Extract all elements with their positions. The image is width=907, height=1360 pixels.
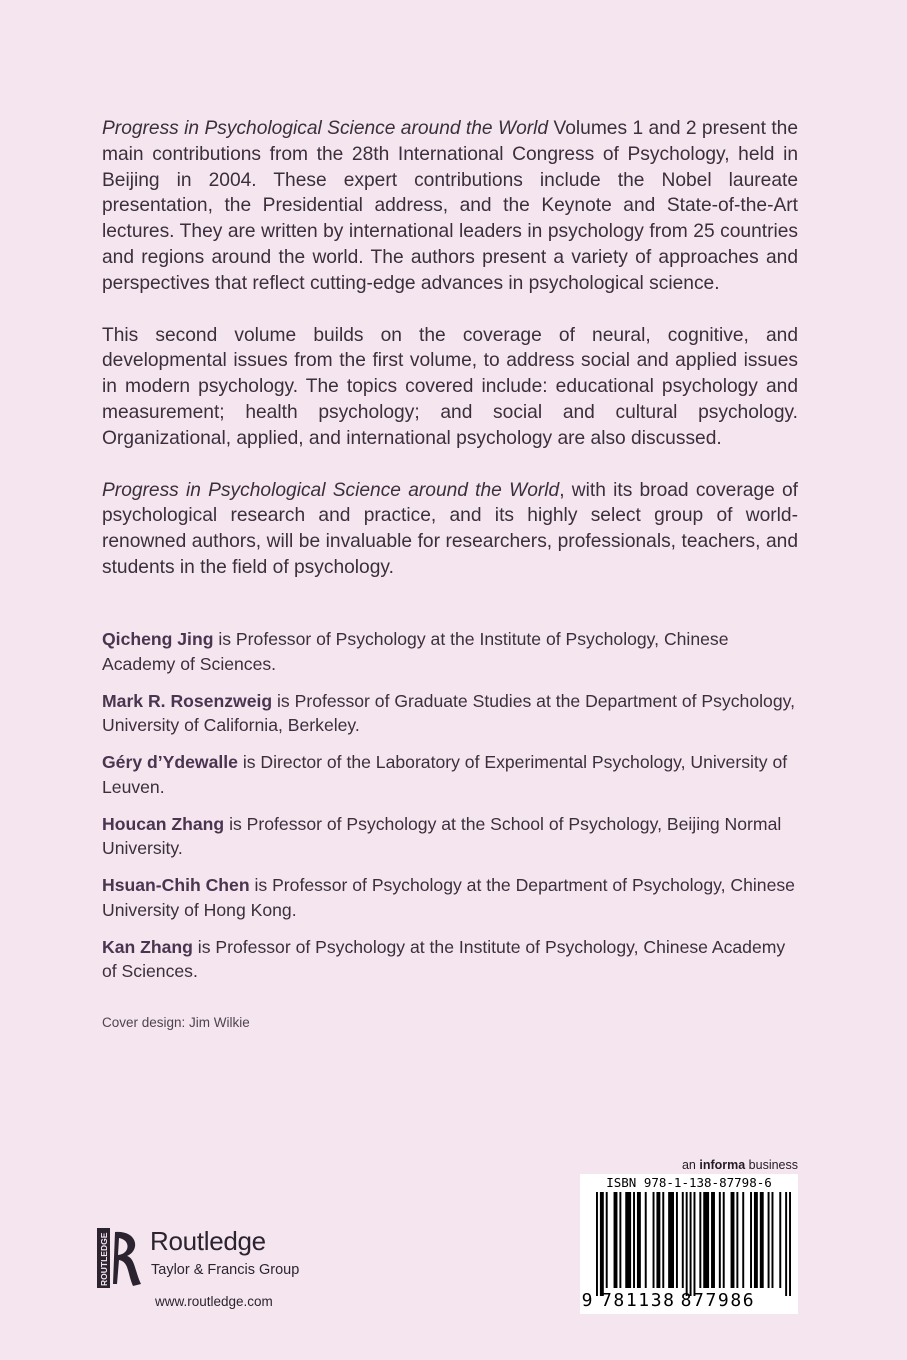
informa-suffix: business bbox=[745, 1158, 798, 1172]
editor-affiliation: is Professor of Psychology at the Institute of Psychology, Chinese Academy of Sciences. bbox=[102, 936, 786, 981]
book-title-italic: Progress in Psychological Science around the World bbox=[102, 118, 549, 139]
barcode-digit-group-1: 781138 bbox=[601, 1290, 676, 1311]
editor-bio bbox=[102, 873, 798, 922]
editor-bios bbox=[102, 627, 798, 996]
editor-bio bbox=[102, 750, 798, 799]
barcode-bar bbox=[637, 1192, 641, 1288]
barcode-digits bbox=[580, 1290, 798, 1312]
barcode-bar bbox=[750, 1192, 752, 1288]
barcode-bar bbox=[682, 1192, 684, 1288]
editor-affiliation: is Professor of Graduate Studies at the Department of Psychology, University of California, Berkeley. bbox=[102, 690, 795, 735]
barcode-bar bbox=[645, 1192, 647, 1288]
publisher-name: Routledge bbox=[150, 1226, 266, 1256]
barcode-bar bbox=[614, 1192, 618, 1288]
barcode-bar bbox=[742, 1192, 744, 1288]
editor-name: Géry d’Ydewalle bbox=[102, 752, 238, 772]
barcode-bar bbox=[731, 1192, 735, 1288]
editor-bio bbox=[102, 627, 798, 676]
routledge-logo-icon bbox=[97, 1228, 143, 1288]
barcode-bar bbox=[711, 1192, 715, 1288]
barcode-bar bbox=[633, 1192, 635, 1288]
description-paragraph-2: This second volume builds on the coverage of neural, cognitive, and developmental issues from the first volume, to address social and applied issues in modern psychology. The topics covered include: educational psychology and measurement; health psychology; and social and cultural psychology. Organizational, applied, and international psychology are also discussed. bbox=[102, 324, 798, 449]
barcode-bar bbox=[719, 1192, 721, 1288]
editor-bio bbox=[102, 812, 798, 861]
description-paragraph-1 bbox=[102, 116, 798, 297]
barcode-bar bbox=[785, 1192, 787, 1296]
publisher-url[interactable]: www.routledge.com bbox=[155, 1294, 273, 1309]
barcode-bar bbox=[779, 1192, 781, 1288]
book-description bbox=[102, 116, 798, 607]
barcode-bar bbox=[789, 1192, 791, 1296]
barcode-bar bbox=[694, 1192, 696, 1296]
description-text: , with its broad coverage of psychological research and practice, and its highly select group of world-renowned authors, will be invaluable for researchers, professionals, teachers, and students in the field of psychology. bbox=[102, 479, 798, 578]
barcode-digit-group-2: 877986 bbox=[680, 1290, 756, 1311]
barcode-bar bbox=[625, 1192, 631, 1288]
barcode-bar bbox=[656, 1192, 660, 1288]
barcode-bar bbox=[653, 1192, 655, 1288]
editor-affiliation: is Director of the Laboratory of Experimental Psychology, University of Leuven. bbox=[102, 752, 788, 797]
barcode-bar bbox=[736, 1192, 738, 1288]
logo-wordmark-vertical: ROUTLEDGE bbox=[99, 1232, 109, 1286]
editor-name: Mark R. Rosenzweig bbox=[102, 690, 273, 711]
description-paragraph-3 bbox=[102, 478, 798, 581]
barcode-bar bbox=[619, 1192, 621, 1288]
editor-affiliation: is Professor of Psychology at the Institute of Psychology, Chinese Academy of Sciences. bbox=[102, 629, 729, 674]
editor-affiliation: is Professor of Psychology at the School of Psychology, Beijing Normal University. bbox=[102, 813, 782, 858]
barcode-bars bbox=[580, 1192, 798, 1296]
barcode-bar bbox=[662, 1192, 664, 1288]
editor-bio bbox=[102, 689, 798, 738]
barcode-bar bbox=[596, 1192, 598, 1296]
barcode-bar bbox=[600, 1192, 604, 1296]
barcode-bar bbox=[760, 1192, 764, 1288]
barcode-bar bbox=[754, 1192, 758, 1288]
barcode-bar bbox=[686, 1192, 688, 1296]
publisher-group: Taylor & Francis Group bbox=[151, 1262, 300, 1278]
isbn-barcode bbox=[580, 1174, 798, 1314]
editor-name: Kan Zhang bbox=[102, 936, 193, 957]
editor-name: Hsuan-Chih Chen bbox=[102, 875, 250, 895]
book-title-italic: Progress in Psychological Science around the World bbox=[102, 479, 560, 501]
barcode-bar bbox=[690, 1192, 692, 1296]
description-text: Volumes 1 and 2 present the main contributions from the 28th International Congress of Psychology, held in Beijing in 2004. These expert contributions include the Nobel laureate presentation, the Presidential address, and the Keynote and State-of-the-Art lectures. They are written by international leaders in psychology from 25 countries and regions around the world. The authors present a variety of approaches and perspectives that reflect cutting-edge advances in psychological science. bbox=[102, 118, 798, 294]
editor-name: Qicheng Jing bbox=[102, 629, 214, 649]
barcode-bar bbox=[768, 1192, 770, 1288]
cover-design-credit: Cover design: Jim Wilkie bbox=[102, 1015, 250, 1030]
editor-bio bbox=[102, 935, 798, 984]
barcode-bar bbox=[703, 1192, 709, 1288]
editor-affiliation: is Professor of Psychology at the Department of Psychology, Chinese University of Hong Kong. bbox=[102, 875, 795, 920]
editor-name: Houcan Zhang bbox=[102, 813, 225, 834]
informa-business-label bbox=[682, 1158, 798, 1172]
isbn-label: ISBN 978-1-138-87798-6 bbox=[606, 1175, 772, 1190]
informa-prefix: an bbox=[681, 1158, 700, 1172]
barcode-bar bbox=[676, 1192, 678, 1288]
barcode-bar bbox=[772, 1192, 774, 1288]
informa-brand: informa bbox=[699, 1158, 746, 1172]
barcode-digit-lead: 9 bbox=[581, 1290, 593, 1311]
publisher-block bbox=[97, 1228, 357, 1318]
barcode-bar bbox=[699, 1192, 701, 1288]
barcode-bar bbox=[606, 1192, 608, 1288]
barcode-bar bbox=[668, 1192, 674, 1288]
barcode-bar bbox=[723, 1192, 725, 1288]
